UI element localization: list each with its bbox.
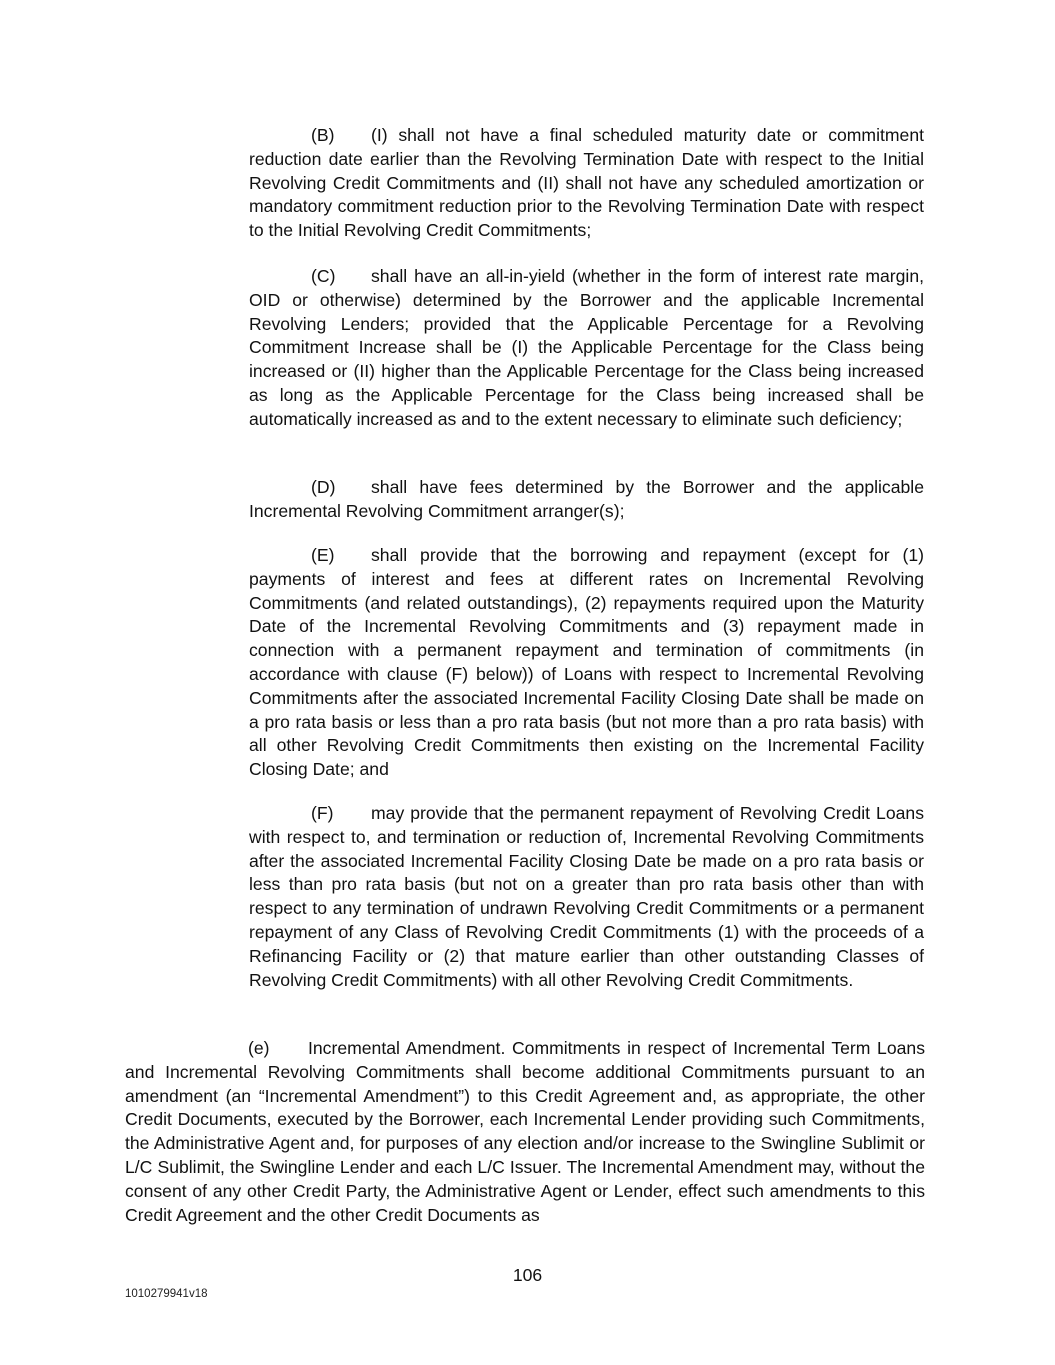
clause-text: shall have an all-in-yield (whether in the form of interest rate margin, OID or otherwise) determined by the Borrower and the applicable Incremental Revolving Lenders; provided that the Applicable Percentage for a Revolving Commitment Increase shall be (I) the Applicable Percentage for the Class being increased or (II) higher than the Applicable Percentage for the Class being increased as long as the Applicable Percentage for the Class being increased shall be automatically increased as and to the extent necessary to eliminate such deficiency; [249,266,924,429]
clause-label: (C) [311,266,336,286]
clause-label: (E) [311,545,335,565]
section-text: Incremental Amendment. Commitments in respect of Incremental Term Loans and Incremental Revolving Commitments shall become additional Commitments pursuant to an amendment (an “Incremental Amendment”) to this Credit Agreement and, as appropriate, the other Credit Documents, executed by the Borrower, each Incremental Lender providing such Commitments, the Administrative Agent and, for purposes of any election and/or increase to the Swingline Sublimit or L/C Sublimit, the Swingline Lender and each L/C Issuer. The Incremental Amendment may, without the consent of any other Credit Party, the Administrative Agent or Lender, effect such amendments to this Credit Agreement and the other Credit Documents as [125,1038,925,1225]
section-e-incremental-amendment [125,1037,925,1227]
clause-e-upper [249,544,924,782]
clause-text: shall provide that the borrowing and repayment (except for (1) payments of interest and fees at different rates on Incremental Revolving Commitments (and related outstandings), (2) repayments required upon the Maturity Date of the Incremental Revolving Commitments and (3) repayment made in connection with a permanent repayment and termination of commitments (in accordance with clause (F) below)) of Loans with respect to Incremental Revolving Commitments after the associated Incremental Facility Closing Date shall be made on a pro rata basis or less than a pro rata basis (but not more than a pro rata basis) with all other Revolving Credit Commitments then existing on the Incremental Facility Closing Date; and [249,545,924,780]
clause-text: may provide that the permanent repayment of Revolving Credit Loans with respect to, and termination or reduction of, Incremental Revolving Commitments after the associated Incremental Facility Closing Date be made on a pro rata basis or less than pro rata basis (but not on a greater than pro rata basis other than with respect to any termination of undrawn Revolving Credit Commitments or a permanent repayment of any Class of Revolving Credit Commitments (1) with the proceeds of a Refinancing Facility or (2) that mature earlier than other outstanding Classes of Revolving Credit Commitments) with all other Revolving Credit Commitments. [249,803,924,990]
clause-b [249,124,924,243]
section-label: (e) [248,1038,270,1058]
clause-text: shall have fees determined by the Borrower and the applicable Incremental Revolving Commitment arranger(s); [249,477,924,521]
clause-f [249,802,924,992]
clause-text: (I) shall not have a final scheduled maturity date or commitment reduction date earlier than the Revolving Termination Date with respect to the Initial Revolving Credit Commitments and (II) shall not have any scheduled amortization or mandatory commitment reduction prior to the Revolving Termination Date with respect to the Initial Revolving Credit Commitments; [249,125,924,241]
clause-c [249,265,924,432]
clause-label: (D) [311,477,336,497]
clause-d [249,476,924,524]
page-number: 106 [512,1265,543,1285]
clause-label: (B) [311,125,335,145]
clause-label: (F) [311,803,334,823]
document-id: 1010279941v18 [125,1288,208,1300]
